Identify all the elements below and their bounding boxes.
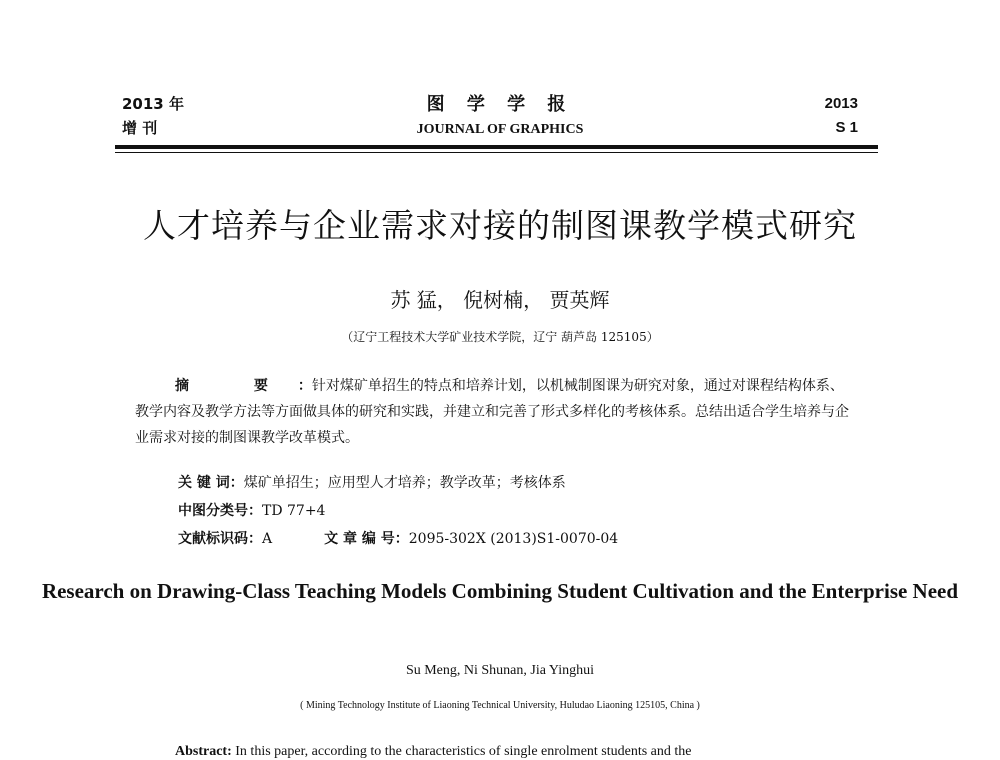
header-rule-thin	[115, 152, 878, 153]
journal-name-cn: 图 学 学 报	[426, 94, 574, 115]
abstract-text: 针对煤矿单招生的特点和培养计划，以机械制图课为研究对象，通过对课程结构体系、教学内容及教学方法等方面做具体的研究和实践，并建立和完善了形式多样化的考核体系。总结出适合学生培养与企业需求对接的制图课教学改革模式。	[135, 378, 849, 446]
journal-name-en: JOURNAL OF GRAPHICS	[416, 122, 584, 137]
abstract-en-text: In this paper, according to the characteristics of single enrolment students and the	[231, 744, 692, 759]
journal-volume	[825, 92, 858, 140]
doc-code-label: 文献标识码：	[178, 531, 262, 547]
doc-code-value: A	[262, 531, 273, 547]
abstract-label: 摘 要	[175, 378, 298, 394]
journal-year: 2013 年	[122, 95, 184, 113]
clc-number	[178, 500, 325, 520]
abstract-colon: ：	[297, 378, 312, 394]
clc-label: 中图分类号：	[178, 503, 262, 519]
keywords	[178, 472, 566, 492]
journal-issue: 增 刊	[122, 119, 158, 137]
abstract-en-label: Abstract:	[175, 744, 232, 759]
authors-cn: 苏 猛， 倪树楠， 贾英辉	[390, 288, 610, 312]
article-no-label: 文 章 编 号：	[324, 531, 409, 547]
affiliation-cn: （辽宁工程技术大学矿业技术学院，辽宁 葫芦岛 125105）	[341, 330, 659, 344]
article-no-value: 2095-302X (2013)S1-0070-04	[408, 531, 619, 547]
paper-title-en: Research on Drawing-Class Teaching Models Combining Student Cultivation and the Enterprise Need	[41, 579, 959, 603]
affiliation-en: ( Mining Technology Institute of Liaoning Technical University, Huludao Liaoning 125105, China )	[300, 700, 700, 711]
abstract-cn	[135, 373, 855, 451]
header-rule-thick	[115, 145, 878, 149]
abstract-en	[175, 744, 692, 760]
keywords-text: 煤矿单招生；应用型人才培养；教学改革；考核体系	[243, 475, 566, 491]
keywords-label: 关 键 词：	[178, 475, 244, 491]
authors-en: Su Meng, Ni Shunan, Jia Yinghui	[405, 663, 595, 678]
paper-title-cn: 人才培养与企业需求对接的制图课教学模式研究	[143, 206, 857, 245]
document-code	[178, 528, 618, 548]
volume-year: 2013	[824, 95, 858, 112]
clc-value: TD 77+4	[262, 503, 326, 519]
volume-supplement: S 1	[835, 119, 858, 136]
